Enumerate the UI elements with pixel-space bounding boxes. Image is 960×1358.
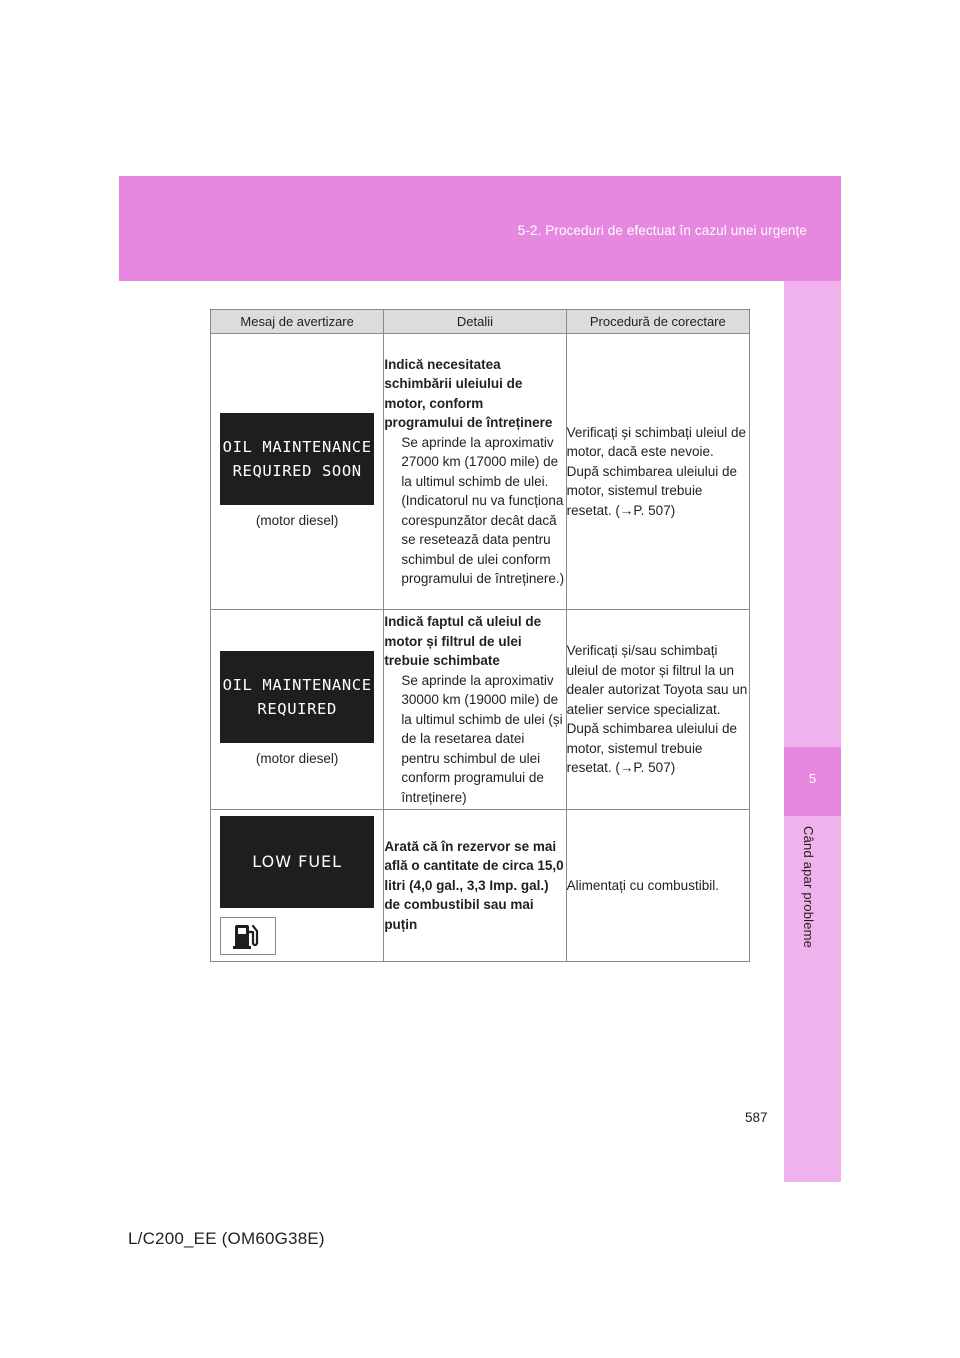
warning-message-cell: [211, 810, 384, 962]
section-title: 5-2. Proceduri de efectuat în cazul unei urgențe: [517, 223, 807, 238]
header-warning-message: Mesaj de avertizare: [211, 310, 384, 334]
display-line: REQUIRED: [257, 699, 337, 718]
details-text: Se aprinde la aproximativ 27000 km (17000 mile) de la ultimul schimb de ulei. (Indicatorul nu va funcționa corespunzător decât dacă se resetează data pentru schimbul de ulei conform programului de întreținere.): [401, 434, 565, 586]
chapter-tab: [784, 747, 841, 816]
details-cell: [384, 334, 566, 610]
page-number: 587: [745, 1110, 768, 1125]
details-summary: Indică necesitatea schimbării uleiului de motor, conform programului de întreținere: [384, 356, 553, 430]
warning-message-cell: [211, 334, 384, 610]
fuel-indicator-box: [220, 917, 276, 955]
details-text: Se aprinde la aproximativ 30000 km (19000 mile) de la ultimul schimb de ulei (și de la resetarea datei pentru schimbul de ulei conform programului de întreținere): [401, 672, 563, 805]
header-details: Detalii: [384, 310, 566, 334]
chapter-number: 5: [808, 771, 817, 786]
low-fuel-display: [220, 816, 374, 908]
warning-message-table: [210, 309, 750, 962]
oil-maintenance-required-display: [220, 651, 374, 743]
manual-code: L/C200_EE (OM60G38E): [128, 1229, 325, 1248]
display-line: REQUIRED SOON: [232, 461, 362, 480]
table-row: [211, 610, 750, 810]
chapter-title: Când apar probleme: [801, 826, 816, 949]
details-summary: Indică faptul că uleiul de motor și filtrul de ulei trebuie schimbate: [384, 614, 542, 668]
engine-type-label: (motor diesel): [255, 750, 339, 766]
details-cell: [384, 610, 566, 810]
procedure-cell: Alimentați cu combustibil.: [566, 810, 749, 962]
header-corrective-procedure: Procedură de corectare: [566, 310, 749, 334]
table-header-row: [211, 310, 750, 334]
engine-type-label: (motor diesel): [255, 512, 339, 528]
oil-maintenance-soon-display: [220, 413, 374, 505]
display-line: OIL MAINTENANCE: [222, 437, 372, 456]
table-row: [211, 334, 750, 610]
display-line: LOW FUEL: [252, 852, 343, 871]
procedure-cell: Verificați și/sau schimbați uleiul de motor și filtrul la un dealer autorizat Toyota sau un atelier service specializat. După schimbarea uleiului de motor, sistemul trebuie resetat. (→P. 507): [566, 610, 749, 810]
warning-message-cell: [211, 610, 384, 810]
chapter-side-strip: [784, 281, 841, 1182]
display-line: OIL MAINTENANCE: [222, 675, 372, 694]
details-cell: [384, 810, 566, 962]
table-row: [211, 810, 750, 962]
fuel-pump-icon: [231, 921, 265, 951]
details-summary: Arată că în rezervor se mai află o cantitate de circa 15,0 litri (4,0 gal., 3,3 Imp. gal.) de combustibil sau mai puțin: [384, 838, 564, 932]
header-band: [119, 176, 841, 281]
procedure-cell: Verificați și schimbați uleiul de motor, dacă este nevoie. După schimbarea uleiului de motor, sistemul trebuie resetat. (→P. 507): [566, 334, 749, 610]
